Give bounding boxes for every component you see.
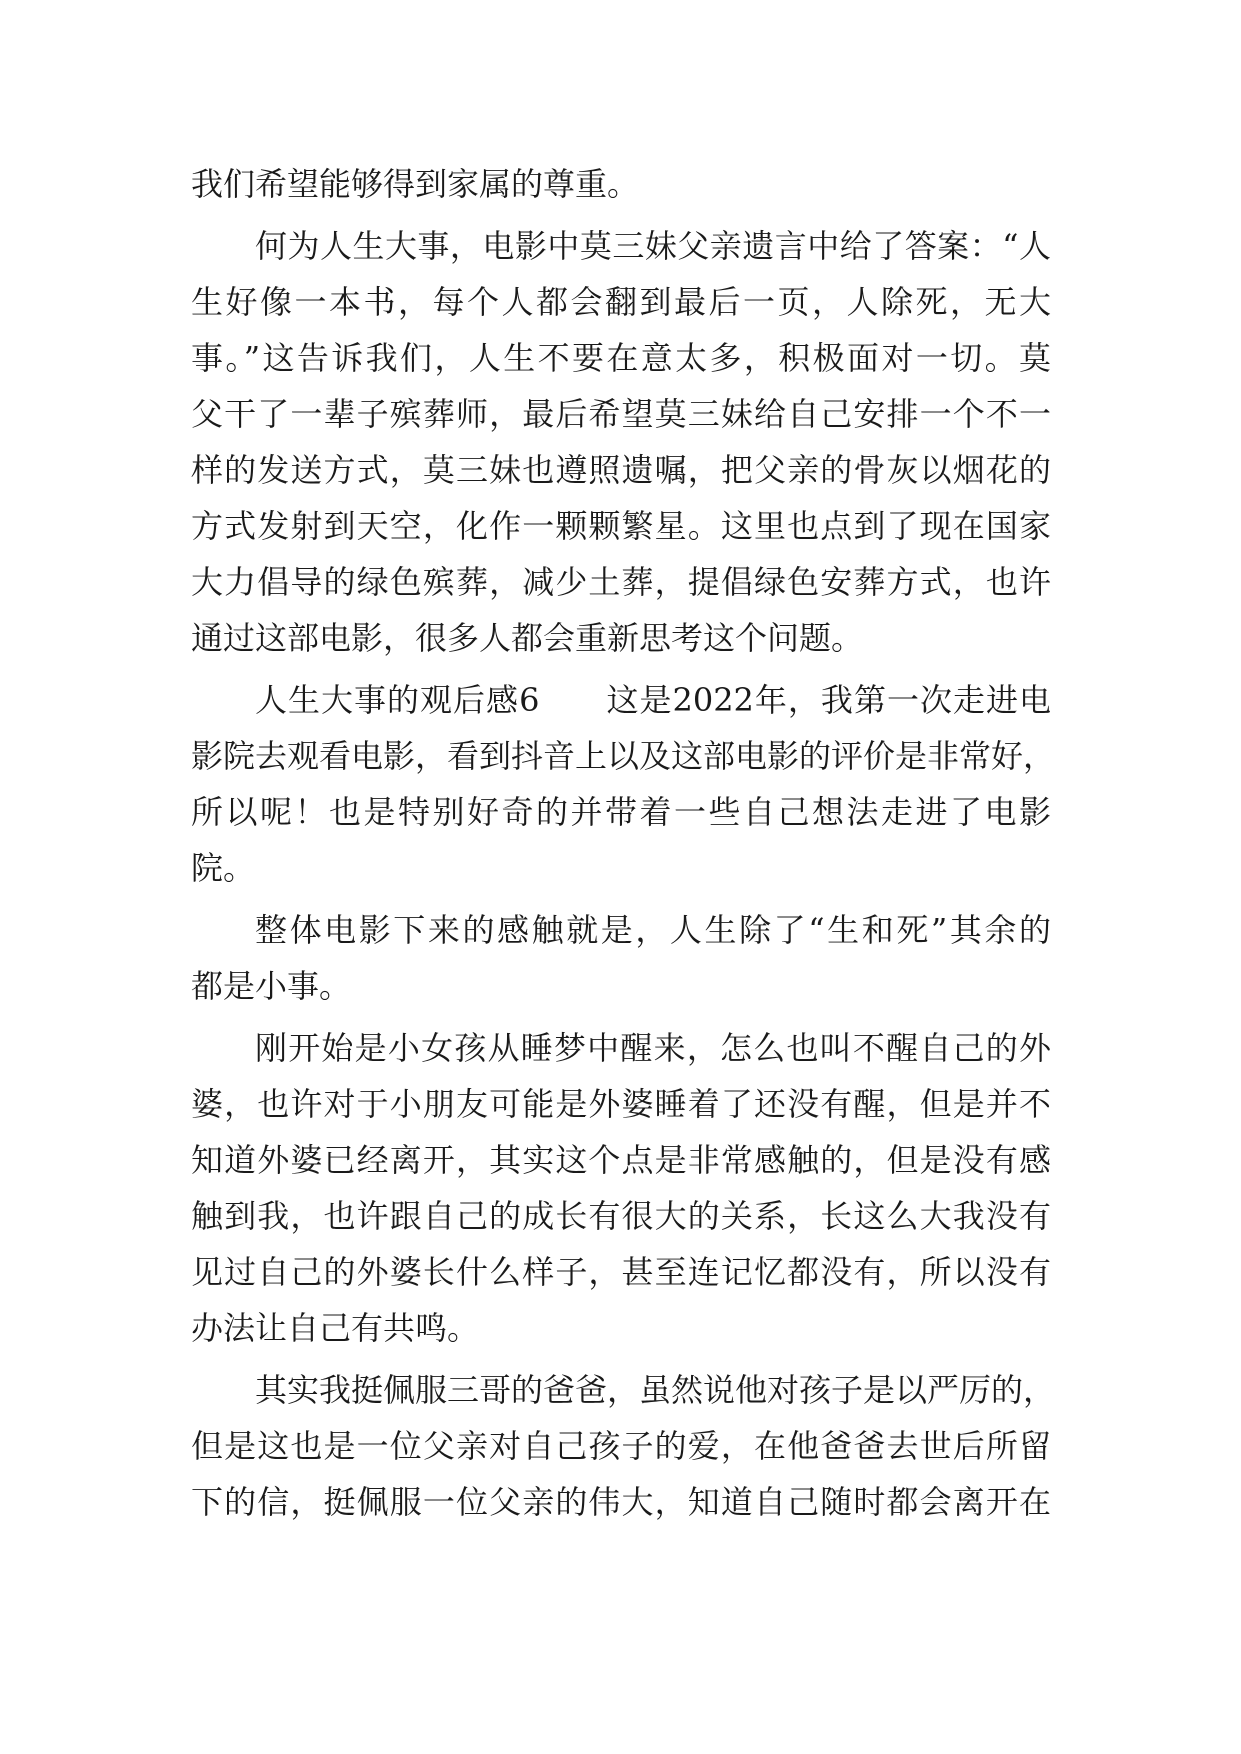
paragraph-line: 父干了一辈子殡葬师，最后希望莫三妹给自己安排一个不一 [191,395,1051,433]
paragraph-line: 所以呢！也是特别好奇的并带着一些自己想法走进了电影 [191,793,1051,831]
paragraph-line: 办法让自己有共鸣。 [191,1309,480,1347]
paragraph-line: 见过自己的外婆长什么样子，甚至连记忆都没有，所以没有 [191,1253,1051,1291]
paragraph-first-line: 人生大事的观后感6 这是2022年，我第一次走进电 [255,681,1051,719]
document-body [191,156,1056,1530]
paragraph-line: 触到我，也许跟自己的成长有很大的关系，长这么大我没有 [191,1197,1051,1235]
paragraph-line: 院。 [191,849,256,887]
paragraph-line: 下的信，挺佩服一位父亲的伟大，知道自己随时都会离开在 [191,1483,1051,1521]
paragraph-line: 但是这也是一位父亲对自己孩子的爱，在他爸爸去世后所留 [191,1427,1051,1465]
paragraph-line: 样的发送方式，莫三妹也遵照遗嘱，把父亲的骨灰以烟花的 [191,451,1051,489]
paragraph-line: 影院去观看电影，看到抖音上以及这部电影的评价是非常好， [191,737,1056,775]
paragraph-line: 大力倡导的绿色殡葬，减少土葬，提倡绿色安葬方式，也许 [191,563,1051,601]
paragraph-line: 方式发射到天空，化作一颗颗繁星。这里也点到了现在国家 [191,507,1051,545]
paragraph-first-line: 何为人生大事，电影中莫三妹父亲遗言中给了答案：“人 [255,227,1051,265]
paragraph-line: 生好像一本书，每个人都会翻到最后一页，人除死，无大 [191,283,1051,321]
paragraph-line: 事。”这告诉我们，人生不要在意太多，积极面对一切。莫 [191,339,1051,377]
paragraph-line: 婆，也许对于小朋友可能是外婆睡着了还没有醒，但是并不 [191,1085,1051,1123]
paragraph-line: 我们希望能够得到家属的尊重。 [191,165,640,203]
paragraph-first-line: 刚开始是小女孩从睡梦中醒来，怎么也叫不醒自己的外 [255,1029,1051,1067]
paragraph-first-line: 整体电影下来的感触就是，人生除了“生和死”其余的 [255,911,1051,949]
paragraph-first-line: 其实我挺佩服三哥的爸爸，虽然说他对孩子是以严厉的， [255,1371,1056,1409]
paragraph-line: 知道外婆已经离开，其实这个点是非常感触的，但是没有感 [191,1141,1051,1179]
paragraph-line: 都是小事。 [191,967,352,1005]
paragraph-line: 通过这部电影，很多人都会重新思考这个问题。 [191,619,864,657]
